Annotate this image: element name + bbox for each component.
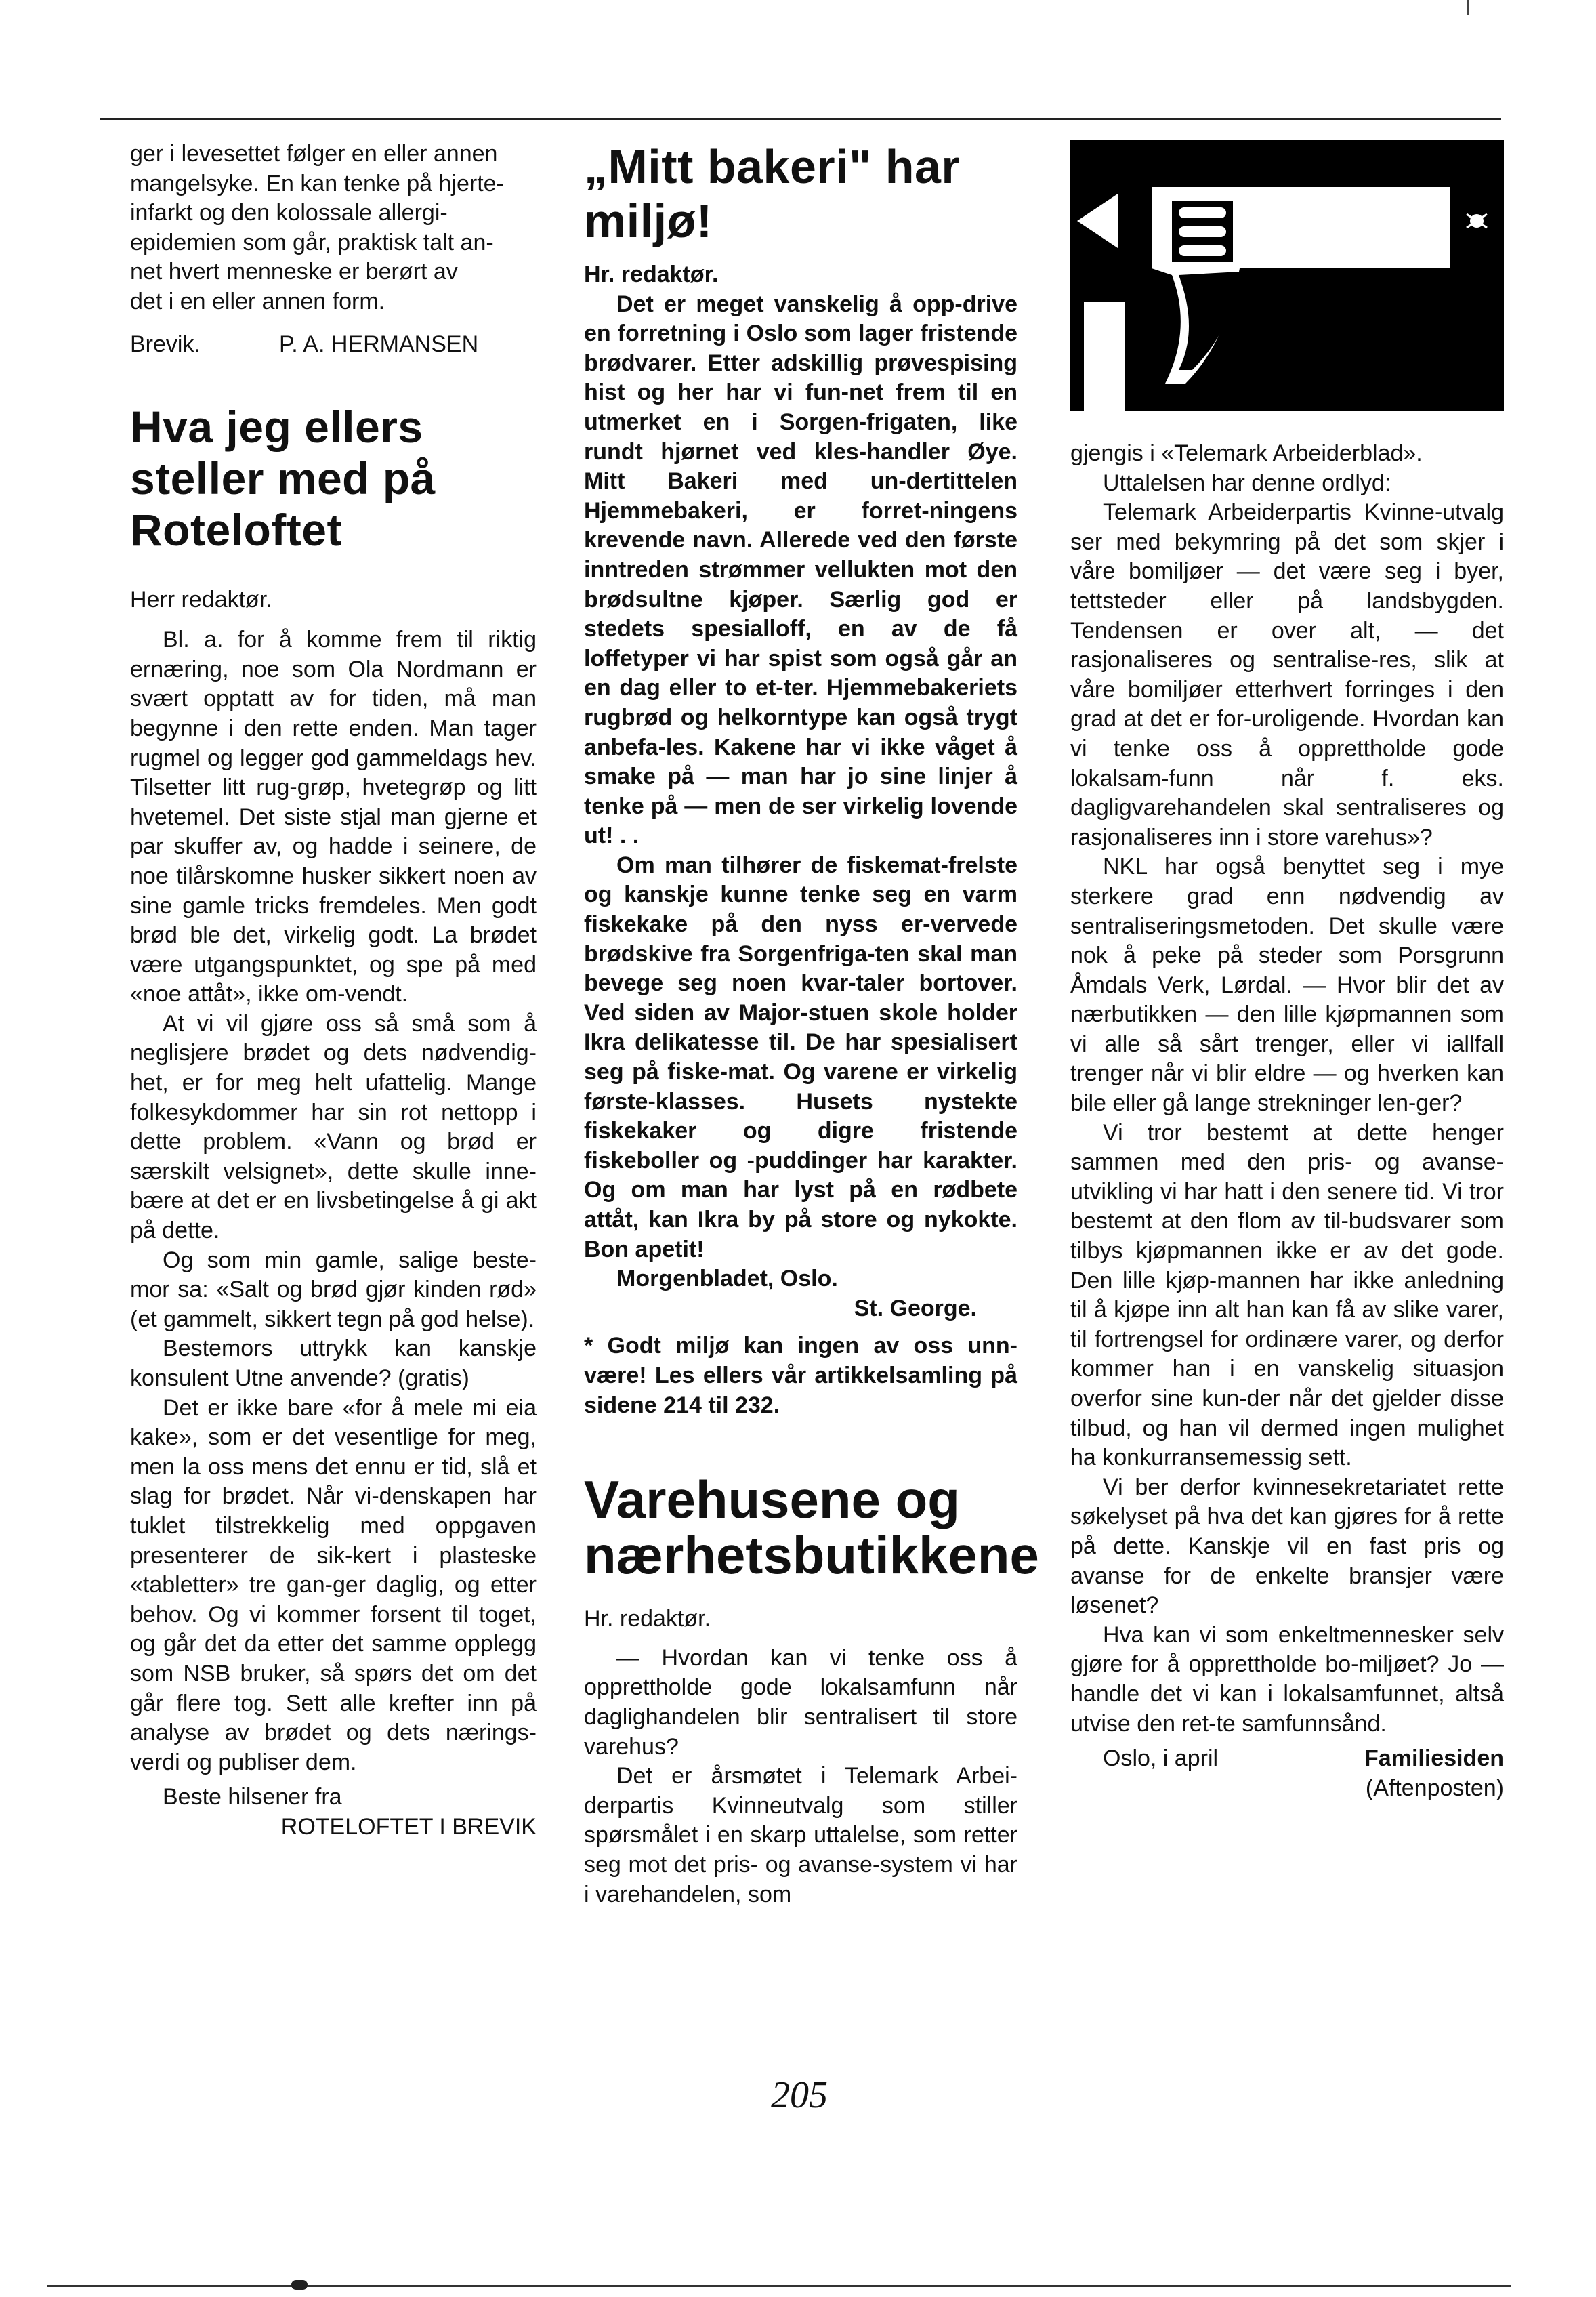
editor-note: * Godt miljø kan ingen av oss unn-være! Les ellers vår artikkelsamling på sidene 214 til 232.	[584, 1333, 1017, 1418]
text-line: net hvert menneske er berørt av	[130, 259, 458, 285]
paragraph: Det er årsmøtet i Telemark Arbei-derpartis Kvinneutvalg som stiller spørsmålet i en skarp uttalelse, som retter seg mot det pris- og avanse-system vi har i varehandelen, som	[584, 1763, 1017, 1907]
text-line: infarkt og den kolossale allergi-	[130, 200, 448, 226]
source: Morgenbladet, Oslo.	[616, 1266, 838, 1292]
bakery-logo-image	[1070, 140, 1504, 411]
bakery-logo-icon	[1070, 140, 1504, 411]
article-title-2: Varehusene og nærhetsbutikkene	[584, 1470, 1039, 1586]
signature: ROTELOFTET I BREVIK	[280, 1813, 537, 1840]
paragraph: Det er meget vanskelig å opp-drive en forretning i Oslo som lager fristende brødvarer. Etter adskillig prøvespising hist og her har vi fun-net frem til en utmerket en i Sorgen-frigaten, like rundt hjørnet ved kles-handler Øye. Mitt Bakeri med un-dertittelen Hjemmebakeri, er forret-ningens krevende navn. Allerede ved den første inntreden strømmer vellukten mot den brødsultne kjøper. Særlig god er stedets spesialloff, en av de få loffetyper vi har spist som også går an en dag eller to et-ter. Hjemmebakeriets rugbrød og helkorntype kan også trygt anbefa-les. Kakene har vi ikke våget å smake på — man har jo sine linjer å tenke på — men de ser virkelig lovende ut! . .	[584, 291, 1017, 849]
paragraph: At vi vil gjøre oss så små som å neglisjere brødet og dets nødvendig-het, er for meg helt ufattelig. Mange folkesykdommer har sin rot nettopp i dette problem. «Vann og brød er særskilt velsignet», dette skulle inne-bære at det er en livsbetingelse å gi akt på dette.	[130, 1010, 537, 1244]
previous-letter-ending	[130, 140, 537, 317]
column-left	[130, 140, 537, 1842]
page-number: 205	[771, 2074, 828, 2116]
paragraph: Hva kan vi som enkeltmennesker selv gjøre for å opprettholde bo-miljøet? Jo — handle det vi kan i lokalsamfunnet, altså utvise den ret-te samfunnsånd.	[1070, 1621, 1504, 1737]
signature: P. A. HERMANSEN	[279, 331, 479, 357]
greeting: Hr. redaktør.	[584, 262, 719, 287]
paragraph: Uttalelsen har denne ordlyd:	[1103, 470, 1391, 496]
article-body	[584, 260, 1017, 1420]
paragraph: Om man tilhører de fiskemat-frelste og kanskje kunne tenke seg en varm fiskekake på den nyss er-vervede brødskive fra Sorgenfriga-ten skal man bevege seg noen kvar-taler bortover. Ved siden av Major-stuen skole holder Ikra delikatesse til. De har spesialisert seg på fiske-mat. Og varene er virkelig første-klasses. Husets nystekte fiskekaker og digre fristende fiskeboller og -puddinger har karakter. Og om man har lyst på en rødbete attåt, kan Ikra by på store og nykokte. Bon apetit!	[584, 852, 1017, 1262]
paragraph: Bl. a. for å komme frem til riktig ernæring, noe som Ola Nordmann er svært opptatt av for tiden, må man begynne i den rette enden. Man tager rugmel og legger god gammeldags hev. Tilsetter litt rug-grøp, hvetegrøp og litt hvetemel. Det siste stjal man gjerne et par skuffer av, og hadde i seinere, de noe tilårskomne husker sikkert noen av sine gamle tricks fremdeles. Men godt brød ble det, virkelig godt. La brødet være utgangspunktet, og spe på med «noe attåt», ikke om-vendt.	[130, 627, 537, 1008]
scan-mark	[1467, 0, 1469, 15]
closing: Beste hilsener fra	[163, 1784, 342, 1810]
article-body-2	[584, 1644, 1017, 1909]
signature: St. George.	[854, 1295, 977, 1321]
text-line: epidemien som går, praktisk talt an-	[130, 229, 494, 255]
text-line: det i en eller annen form.	[130, 288, 385, 314]
top-rule	[100, 118, 1501, 120]
paragraph: Det er ikke bare «for å mele mi eia kake», som er det vesentlige for meg, men la oss mens det ennu er tid, slå et slag for brødet. Når vi-denskapen har tuklet tilstrekkelig med oppgaven presenterer de sik-kert i plasteske «tabletter» tre gan-ger daglig, og etter behov. Og vi kommer forsent til toget, og går det da etter det samme opplegg som NSB bruker, så spørs det om det går flere tog. Sett alle krefter inn på analyse av brødet og dets nærings-verdi og publiser dem.	[130, 1394, 537, 1775]
paragraph: gjengis i «Telemark Arbeiderblad».	[1070, 440, 1423, 466]
scan-mark	[291, 2280, 308, 2290]
article-title: Hva jeg ellers steller med på Roteloftet	[130, 401, 436, 555]
paragraph: Vi ber derfor kvinnesekretariatet rette søkelyset på hva det kan gjøres for å rette på dette. Kanskje vil en fast pris og avanse for de enkelte bransjer være løsenet?	[1070, 1474, 1504, 1619]
greeting: Herr redaktør.	[130, 586, 272, 613]
place: Brevik.	[130, 331, 201, 357]
paragraph: — Hvordan kan vi tenke oss å opprettholde gode lokalsamfunn når daglighandelen blir sentralisert til store varehus?	[584, 1644, 1017, 1760]
column-right	[1070, 140, 1504, 1803]
article-body	[130, 625, 537, 1777]
column-middle	[584, 140, 1039, 1909]
place: Oslo, i april	[1103, 1745, 1219, 1772]
paragraph: Telemark Arbeiderpartis Kvinne-utvalg ser med bekymring på det som skjer i våre bomiljøer — det være seg i byer, tettsteder eller på landsbygden. Tendensen er over alt, — det rasjonaliseres og sentralise-res, slik at våre bomiljøer etterhvert forringes i den grad at det er for-uroligende. Hvordan kan vi tenke oss å opprettholde gode lokalsam-funn når f. eks. dagligvarehandelen skal sentraliseres og rasjonaliseres inn i store varehus»?	[1070, 499, 1504, 850]
greeting: Hr. redaktør.	[584, 1606, 711, 1632]
article-title: „Mitt bakeri" har miljø!	[584, 140, 961, 247]
paragraph: Vi tror bestemt at dette henger sammen med den pris- og avanse-utvikling vi har hatt i den senere tid. Vi tror bestemt at den flom av til-budsvarer som tilbys kjøpmannen ikke er av det gode. Den lille kjøp-mannen har ikke anledning til å kjøpe inn alt han kan få av slike varer, til fortrengsel for ordinære varer, og derfor kommer han i en vanskelig situasjon overfor sine kun-der når det gjelder disse tilbud, og han vil dermed ingen mulighet ha konkurransemessig sett.	[1070, 1119, 1504, 1471]
intro-signature-row	[130, 329, 537, 359]
paragraph: NKL har også benyttet seg i mye sterkere grad enn nødvendig av sentraliseringsmetoden. Det skulle være nok å peke på steder som Porsgrunn Åmdals Verk, Lørdal. — Hvor blir det av nærbutikken — den lille kjøpmannen som vi alle så sårt trenger, eller vi iallfall trenger når vi blir eldre — og hverken kan bile eller gå lange strekninger len-ger?	[1070, 854, 1504, 1117]
source-name: Familiesiden	[1364, 1745, 1504, 1772]
text-line: ger i levesettet følger en eller annen	[130, 141, 498, 167]
bottom-rule	[47, 2285, 1511, 2287]
article-body-continued	[1070, 439, 1504, 1739]
source-paper: (Aftenposten)	[1365, 1775, 1504, 1801]
signature-row	[1070, 1744, 1504, 1774]
paragraph: Bestemors uttrykk kan kanskje konsulent Utne anvende? (gratis)	[130, 1336, 537, 1391]
text-line: mangelsyke. En kan tenke på hjerte-	[130, 170, 504, 196]
paragraph: Og som min gamle, salige beste-mor sa: «Salt og brød gjør kinden rød» (et gammelt, sikkert tegn på god helse).	[130, 1247, 537, 1332]
